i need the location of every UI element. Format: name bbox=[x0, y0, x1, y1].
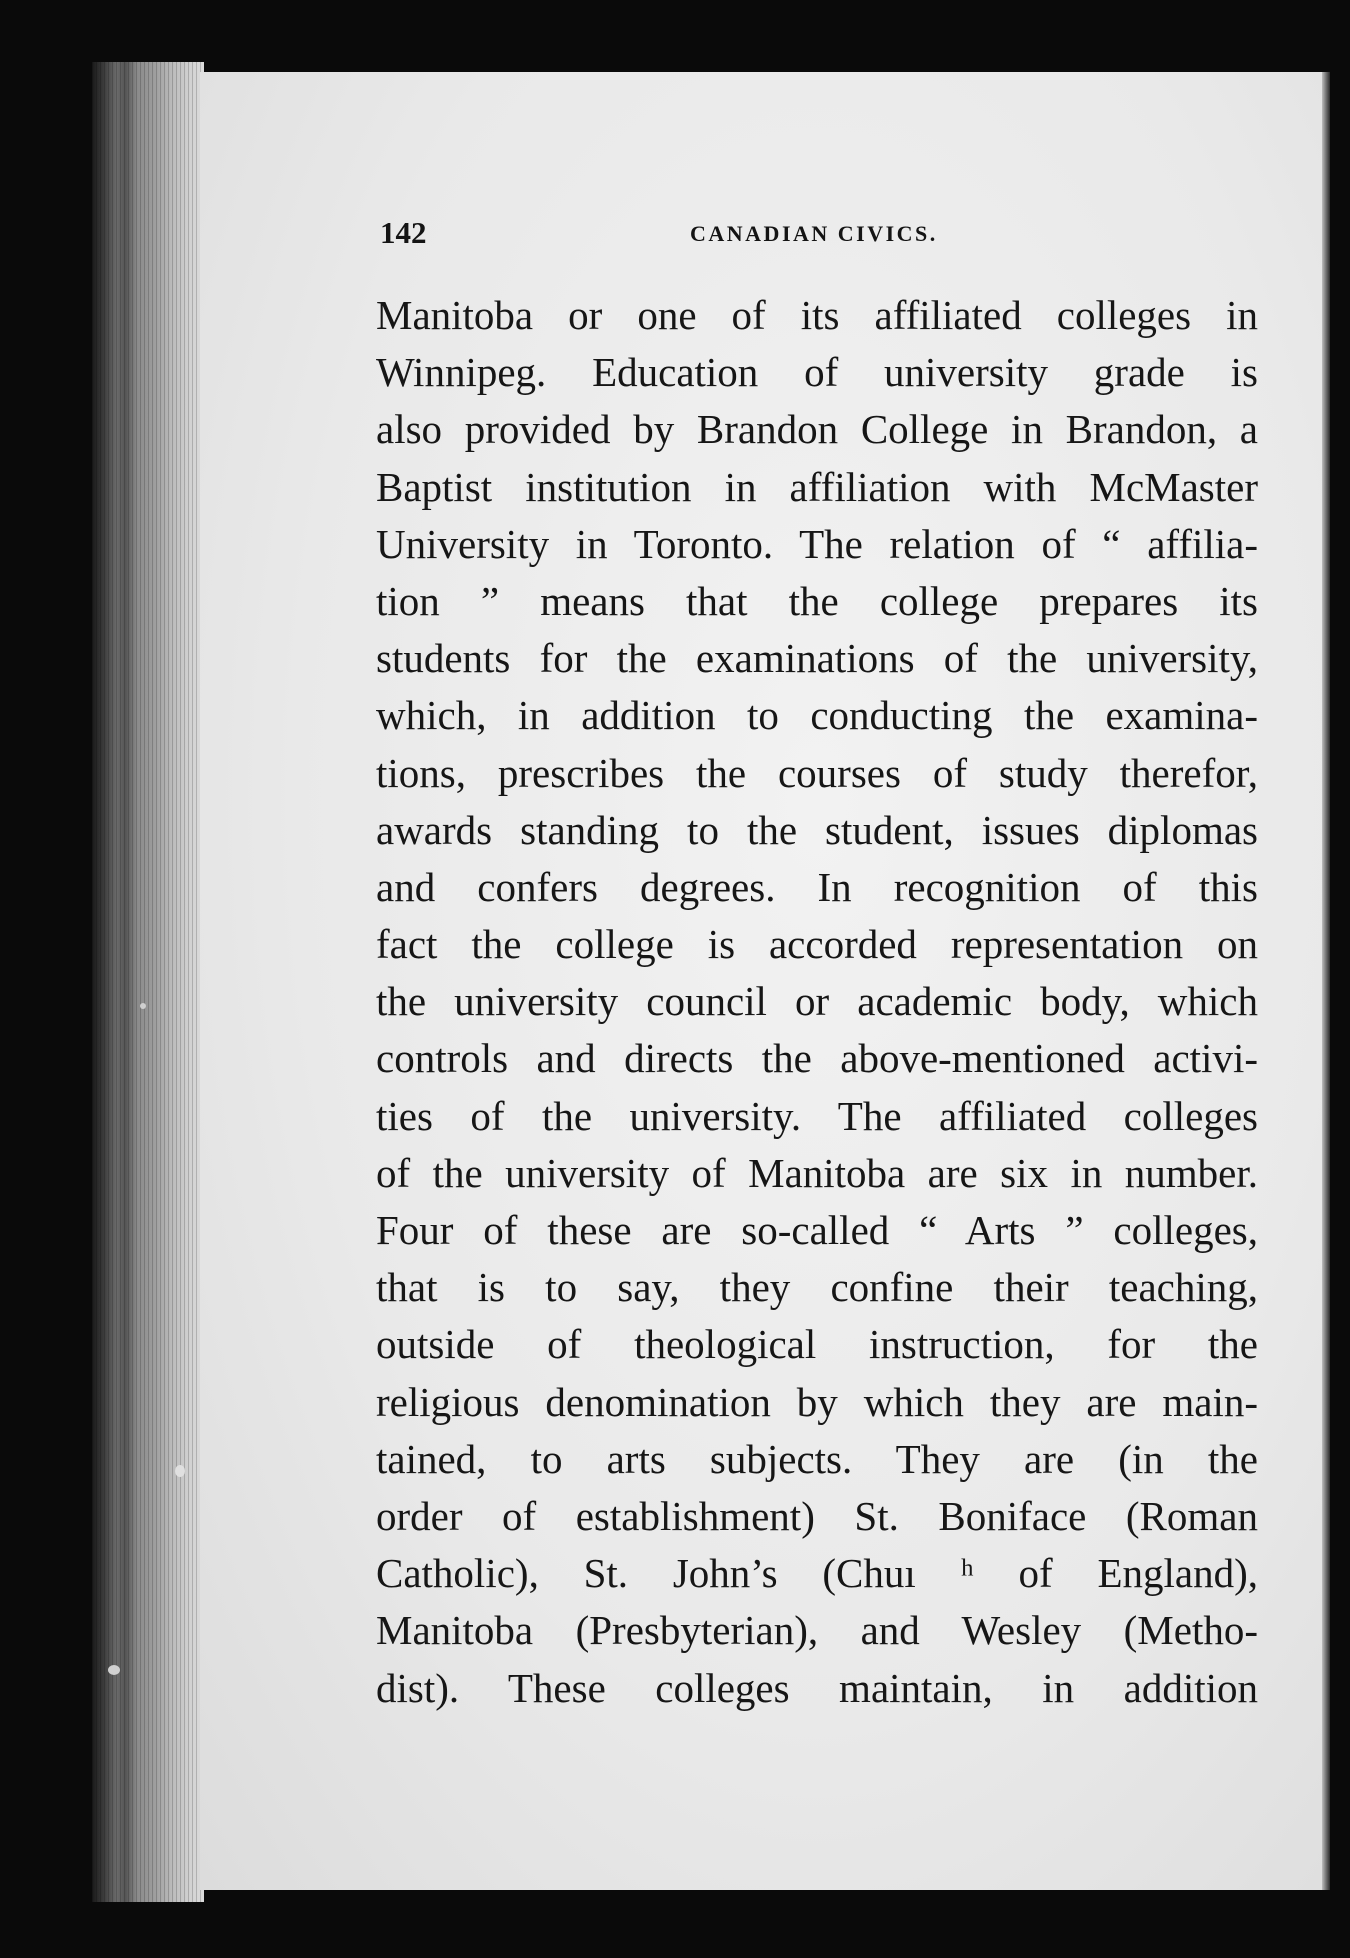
text-line: the university council or academic body, which bbox=[376, 978, 1258, 1025]
text-line: also provided by Brandon College in Brandon, a bbox=[376, 406, 1258, 453]
text-line: tions, prescribes the courses of study therefor, bbox=[376, 749, 1258, 796]
text-line: ties of the university. The affiliated colleges bbox=[376, 1092, 1258, 1139]
text-line: Catholic), St. John’s (Chuı ʰ of England), bbox=[376, 1550, 1258, 1597]
dust-speck bbox=[140, 1003, 146, 1009]
text-line: that is to say, they confine their teaching, bbox=[376, 1264, 1258, 1311]
text-line: and confers degrees. In recognition of this bbox=[376, 863, 1258, 910]
text-line: Winnipeg. Education of university grade is bbox=[376, 349, 1258, 396]
text-line: Four of these are so-called “ Arts ” colleges, bbox=[376, 1207, 1258, 1253]
page-right-shadow bbox=[1322, 72, 1330, 1890]
text-line: outside of theological instruction, for the bbox=[376, 1321, 1258, 1368]
text-line: Baptist institution in affiliation with McMaster bbox=[376, 463, 1258, 510]
running-title: CANADIAN CIVICS. bbox=[690, 221, 938, 246]
text-line: Manitoba (Presbyterian), and Wesley (Metho- bbox=[376, 1607, 1258, 1654]
body-paragraph bbox=[376, 287, 1258, 1717]
text-line: University in Toronto. The relation of “ affilia- bbox=[376, 520, 1258, 567]
page-number: 142 bbox=[380, 215, 427, 250]
text-line: religious denomination by which they are main- bbox=[376, 1378, 1258, 1425]
text-line: tained, to arts subjects. They are (in the bbox=[376, 1435, 1258, 1482]
text-line: tion ” means that the college prepares its bbox=[376, 577, 1258, 624]
text-line: fact the college is accorded representation on bbox=[376, 921, 1258, 968]
text-line: awards standing to the student, issues diplomas bbox=[376, 806, 1258, 853]
text-line: students for the examinations of the university, bbox=[376, 635, 1258, 682]
book-page-edges bbox=[92, 62, 204, 1902]
text-line: Manitoba or one of its affiliated colleges in bbox=[376, 292, 1258, 338]
text-line: order of establishment) St. Boniface (Roman bbox=[376, 1492, 1258, 1539]
text-line: of the university of Manitoba are six in number. bbox=[376, 1149, 1258, 1196]
text-line: which, in addition to conducting the examina- bbox=[376, 692, 1258, 739]
dust-speck bbox=[108, 1665, 120, 1675]
text-line: dist). These colleges maintain, in addition bbox=[376, 1664, 1258, 1711]
running-head bbox=[380, 215, 1260, 255]
dust-speck bbox=[175, 1465, 185, 1477]
text-line: controls and directs the above-mentioned activi- bbox=[376, 1035, 1258, 1082]
